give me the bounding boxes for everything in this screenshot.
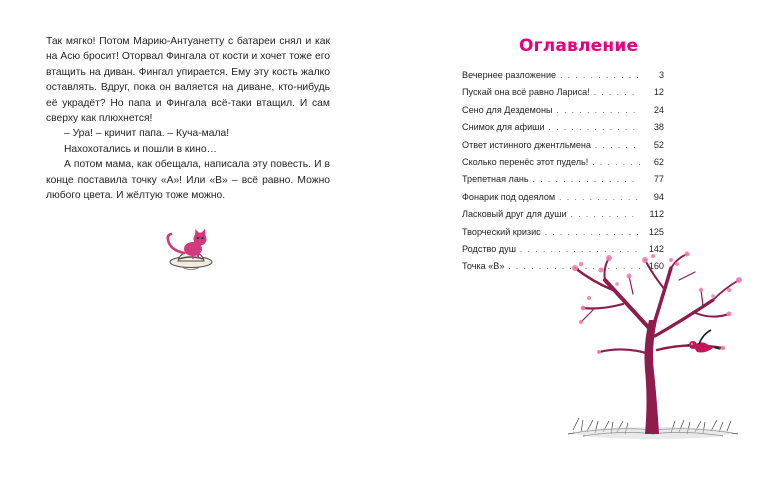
toc-entry-title: Ласковый друг для души <box>462 209 567 220</box>
toc-entry-title: Трепетная лань <box>462 174 529 185</box>
toc-dot-leader <box>571 206 640 223</box>
toc-dot-leader <box>559 189 640 206</box>
toc-entry[interactable] <box>462 206 664 223</box>
story-paragraph: – Ура! – кричит папа. – Куча-мала! <box>64 128 230 140</box>
table-of-contents <box>462 67 664 276</box>
toc-entry-title: Точка «В» <box>462 261 505 272</box>
toc-dot-leader <box>592 154 640 171</box>
toc-page-number: 24 <box>653 104 664 115</box>
toc-page-number: 94 <box>653 191 664 202</box>
toc-entry[interactable] <box>462 84 664 101</box>
toc-page-number: 12 <box>653 87 664 98</box>
toc-dot-leader <box>560 67 640 84</box>
blossom-tree-with-bird-icon <box>553 250 753 442</box>
toc-entry-title: Родство душ <box>462 243 517 254</box>
toc-page-number: 125 <box>648 226 664 237</box>
toc-dot-leader <box>557 102 640 119</box>
toc-dot-leader <box>545 224 640 241</box>
toc-dot-leader <box>594 84 640 101</box>
toc-page-number: 142 <box>648 243 664 254</box>
toc-dot-leader <box>549 119 640 136</box>
story-paragraph: Нахохотались и пошли в кино… <box>64 143 217 155</box>
toc-page-number: 160 <box>648 261 664 272</box>
toc-page-number: 62 <box>653 156 664 167</box>
toc-entry-title: Снимок для афиши <box>462 122 545 133</box>
toc-dot-leader <box>595 137 640 154</box>
toc-entry-title: Творческий кризис <box>462 226 541 237</box>
contents-title: Оглавление <box>519 36 639 56</box>
toc-page-number: 77 <box>653 174 664 185</box>
toc-entry-title: Вечернее разложение <box>462 70 557 80</box>
toc-entry-title: Сено для Дездемоны <box>462 104 553 115</box>
toc-entry[interactable] <box>462 154 664 171</box>
toc-entry[interactable] <box>462 102 664 119</box>
story-paragraph: Так мягко! Потом Марию-Антуанетту с батареи снял и как на Асю бросит! Оторвал Фингала от кости и хочет тоже его втащить на диван. Фингал упирается. Ему эту кость жалко оставлять. Вдруг, пока он валяется на диване, кто-нибудь её украдёт? Но папа и Фингала всё-таки втащил. И сам сверху как плюхнется! <box>46 36 330 125</box>
toc-page-number: 52 <box>653 139 664 150</box>
toc-entry-title: Ответ истинного джентльмена <box>462 139 591 150</box>
toc-entry[interactable] <box>462 224 664 241</box>
toc-entry[interactable] <box>462 189 664 206</box>
toc-entry[interactable] <box>462 119 664 136</box>
toc-entry[interactable] <box>462 67 664 84</box>
toc-page-number: 38 <box>653 122 664 133</box>
toc-entry-title: Фонарик под одеялом <box>462 191 556 202</box>
toc-entry-title: Сколько перенёс этот пудель! <box>462 156 589 167</box>
toc-entry[interactable] <box>462 171 664 188</box>
story-text <box>46 34 330 203</box>
toc-page-number: 112 <box>649 209 664 220</box>
toc-dot-leader <box>533 171 640 188</box>
toc-page-number: 3 <box>658 70 664 80</box>
cat-in-hat-icon <box>160 226 220 276</box>
toc-entry-title: Пускай она всё равно Лариса! <box>462 87 590 98</box>
story-paragraph: А потом мама, как обещала, написала эту повесть. И в конце поставила точку «А»! Или «В» – всё равно. Можно любого цвета. И жёлтую тоже можно. <box>46 159 330 202</box>
toc-entry[interactable] <box>462 137 664 154</box>
